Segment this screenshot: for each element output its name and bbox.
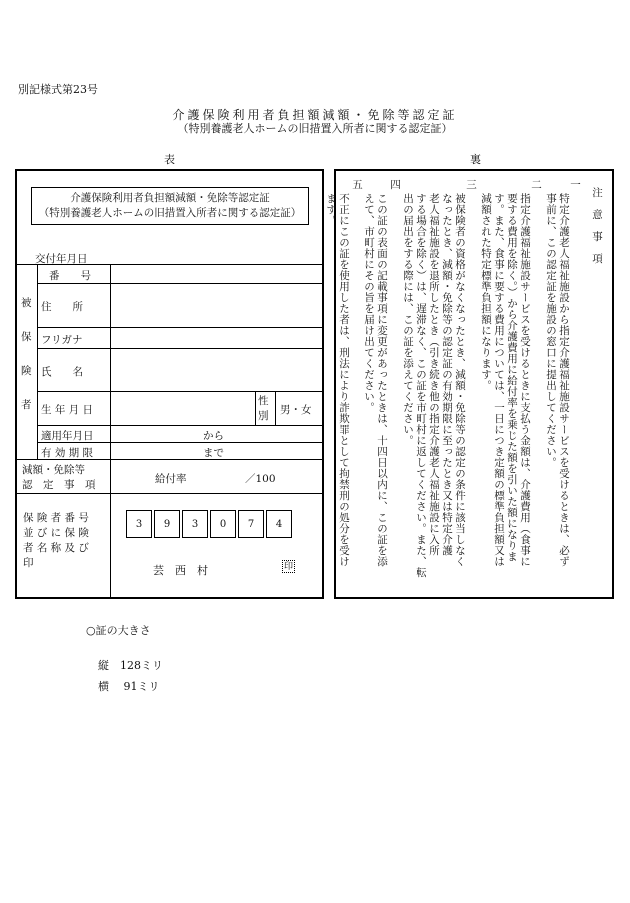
reduction-label-1: 減額・免除等 xyxy=(22,464,85,476)
document-title: 介護保険利用者負担額減額・免除等認定証 xyxy=(172,108,458,122)
insurer-digit: 0 xyxy=(210,510,236,538)
back-card xyxy=(325,169,614,599)
valid-until-label: 有 効 期 限 xyxy=(41,447,94,459)
reduction-label-2: 認 定 事 項 xyxy=(22,479,96,491)
insurer-label-3: 者 名 称 及 び xyxy=(23,542,89,554)
note-number: 一 xyxy=(569,179,581,190)
card-width: 横 91ミリ xyxy=(98,680,160,693)
note-number: 二 xyxy=(530,179,542,190)
number-label: 番 号 xyxy=(49,270,91,282)
card-title-line-1: 介護保険利用者負担額減額・免除等認定証 xyxy=(70,192,270,204)
insurer-name: 芸 西 村 xyxy=(153,564,208,577)
insured-label-char: 険 xyxy=(21,365,32,377)
document-subtitle: （特別養護老人ホームの旧措置入所者に関する認定証） xyxy=(177,122,453,135)
note-number: 三 xyxy=(465,179,477,190)
sex-label-top: 性 xyxy=(258,395,269,407)
form-number-label: 別記様式第23号 xyxy=(18,83,98,96)
insurer-label-1: 保 険 者 番 号 xyxy=(23,512,89,524)
note-number: 五 xyxy=(351,179,363,190)
insurer-digit: 7 xyxy=(238,510,264,538)
back-side-label: 裏 xyxy=(470,153,481,166)
furigana-label: フリガナ xyxy=(41,334,83,346)
insurer-digit: 4 xyxy=(266,510,292,538)
benefit-rate-denominator: ／100 xyxy=(245,473,276,485)
insured-label-char: 者 xyxy=(21,399,32,411)
front-card xyxy=(15,169,324,599)
until-label: まで xyxy=(203,447,224,459)
sex-label-bottom: 別 xyxy=(258,410,269,422)
insurer-digit: 3 xyxy=(182,510,208,538)
front-side-label: 表 xyxy=(164,153,175,166)
benefit-rate-label: 給付率 xyxy=(155,473,187,485)
card-height: 縦 128ミリ xyxy=(98,659,163,672)
note-text: この証の表面の記載事項に変更があったときは、十四日以内に、この証を添 えて、市町村にその旨を届け出てください。 xyxy=(363,193,388,567)
insurer-digit: 9 xyxy=(154,510,180,538)
address-label: 住 所 xyxy=(41,301,83,313)
issue-date-label: 交付年月日 xyxy=(35,253,88,265)
note-text: 特定介護老人福祉施設から指定介護福祉施設サービスを受けるときは、必ず 事前に、この認定証を施設の窓口に提出してください。 xyxy=(545,193,570,567)
applicable-date-label: 適用年月日 xyxy=(41,430,94,442)
card-title-box xyxy=(31,187,309,225)
insured-label-char: 被 xyxy=(21,297,32,309)
insurer-label-2: 並 び に 保 険 xyxy=(23,527,89,539)
insured-label-char: 保 xyxy=(21,331,32,343)
sex-value: 男・女 xyxy=(280,404,312,416)
note-text: 被保険者の資格がなくなったとき、減額・免除等の認定の条件に該当しなく なったとき、減額・免除等の認定証の有効期限に至ったとき又は特定介護 老人福祉施設を退所したとき（引き続き他の指定介護老人福祉施設に入所 する場合を除く）は、遅滞なく、この証を市町村に返してください。また、転 出の届出をする際には、この証を添えてください。 xyxy=(402,193,466,578)
insurer-digit: 3 xyxy=(126,510,152,538)
insurer-label-4: 印 xyxy=(23,557,34,569)
card-size-label: ○証の大きさ xyxy=(86,624,151,637)
from-label: から xyxy=(203,430,224,442)
note-number: 四 xyxy=(389,179,401,190)
birthdate-label: 生 年 月 日 xyxy=(41,404,94,416)
name-label: 氏 名 xyxy=(41,366,83,378)
notes-heading: 注 意 事 項 xyxy=(591,187,603,264)
card-title-line-2: （特別養護老人ホームの旧措置入所者に関する認定証） xyxy=(38,207,302,219)
note-text: 不正にこの証を使用した者は、刑法により詐欺罪として拘禁刑の処分を受け ます。 xyxy=(325,193,350,567)
note-text: 指定介護福祉施設サービスを受けるときに支払う金額は、介護費用（食事に 要する費用を除く。）から介護費用に給付率を乗じた額を引いた額になりま す。また、食事に要する費用については、一日につき定額の標準負担額又は 減額された特定標準負担額になります。 xyxy=(480,193,531,567)
seal-stamp-box: 印 xyxy=(283,562,293,572)
